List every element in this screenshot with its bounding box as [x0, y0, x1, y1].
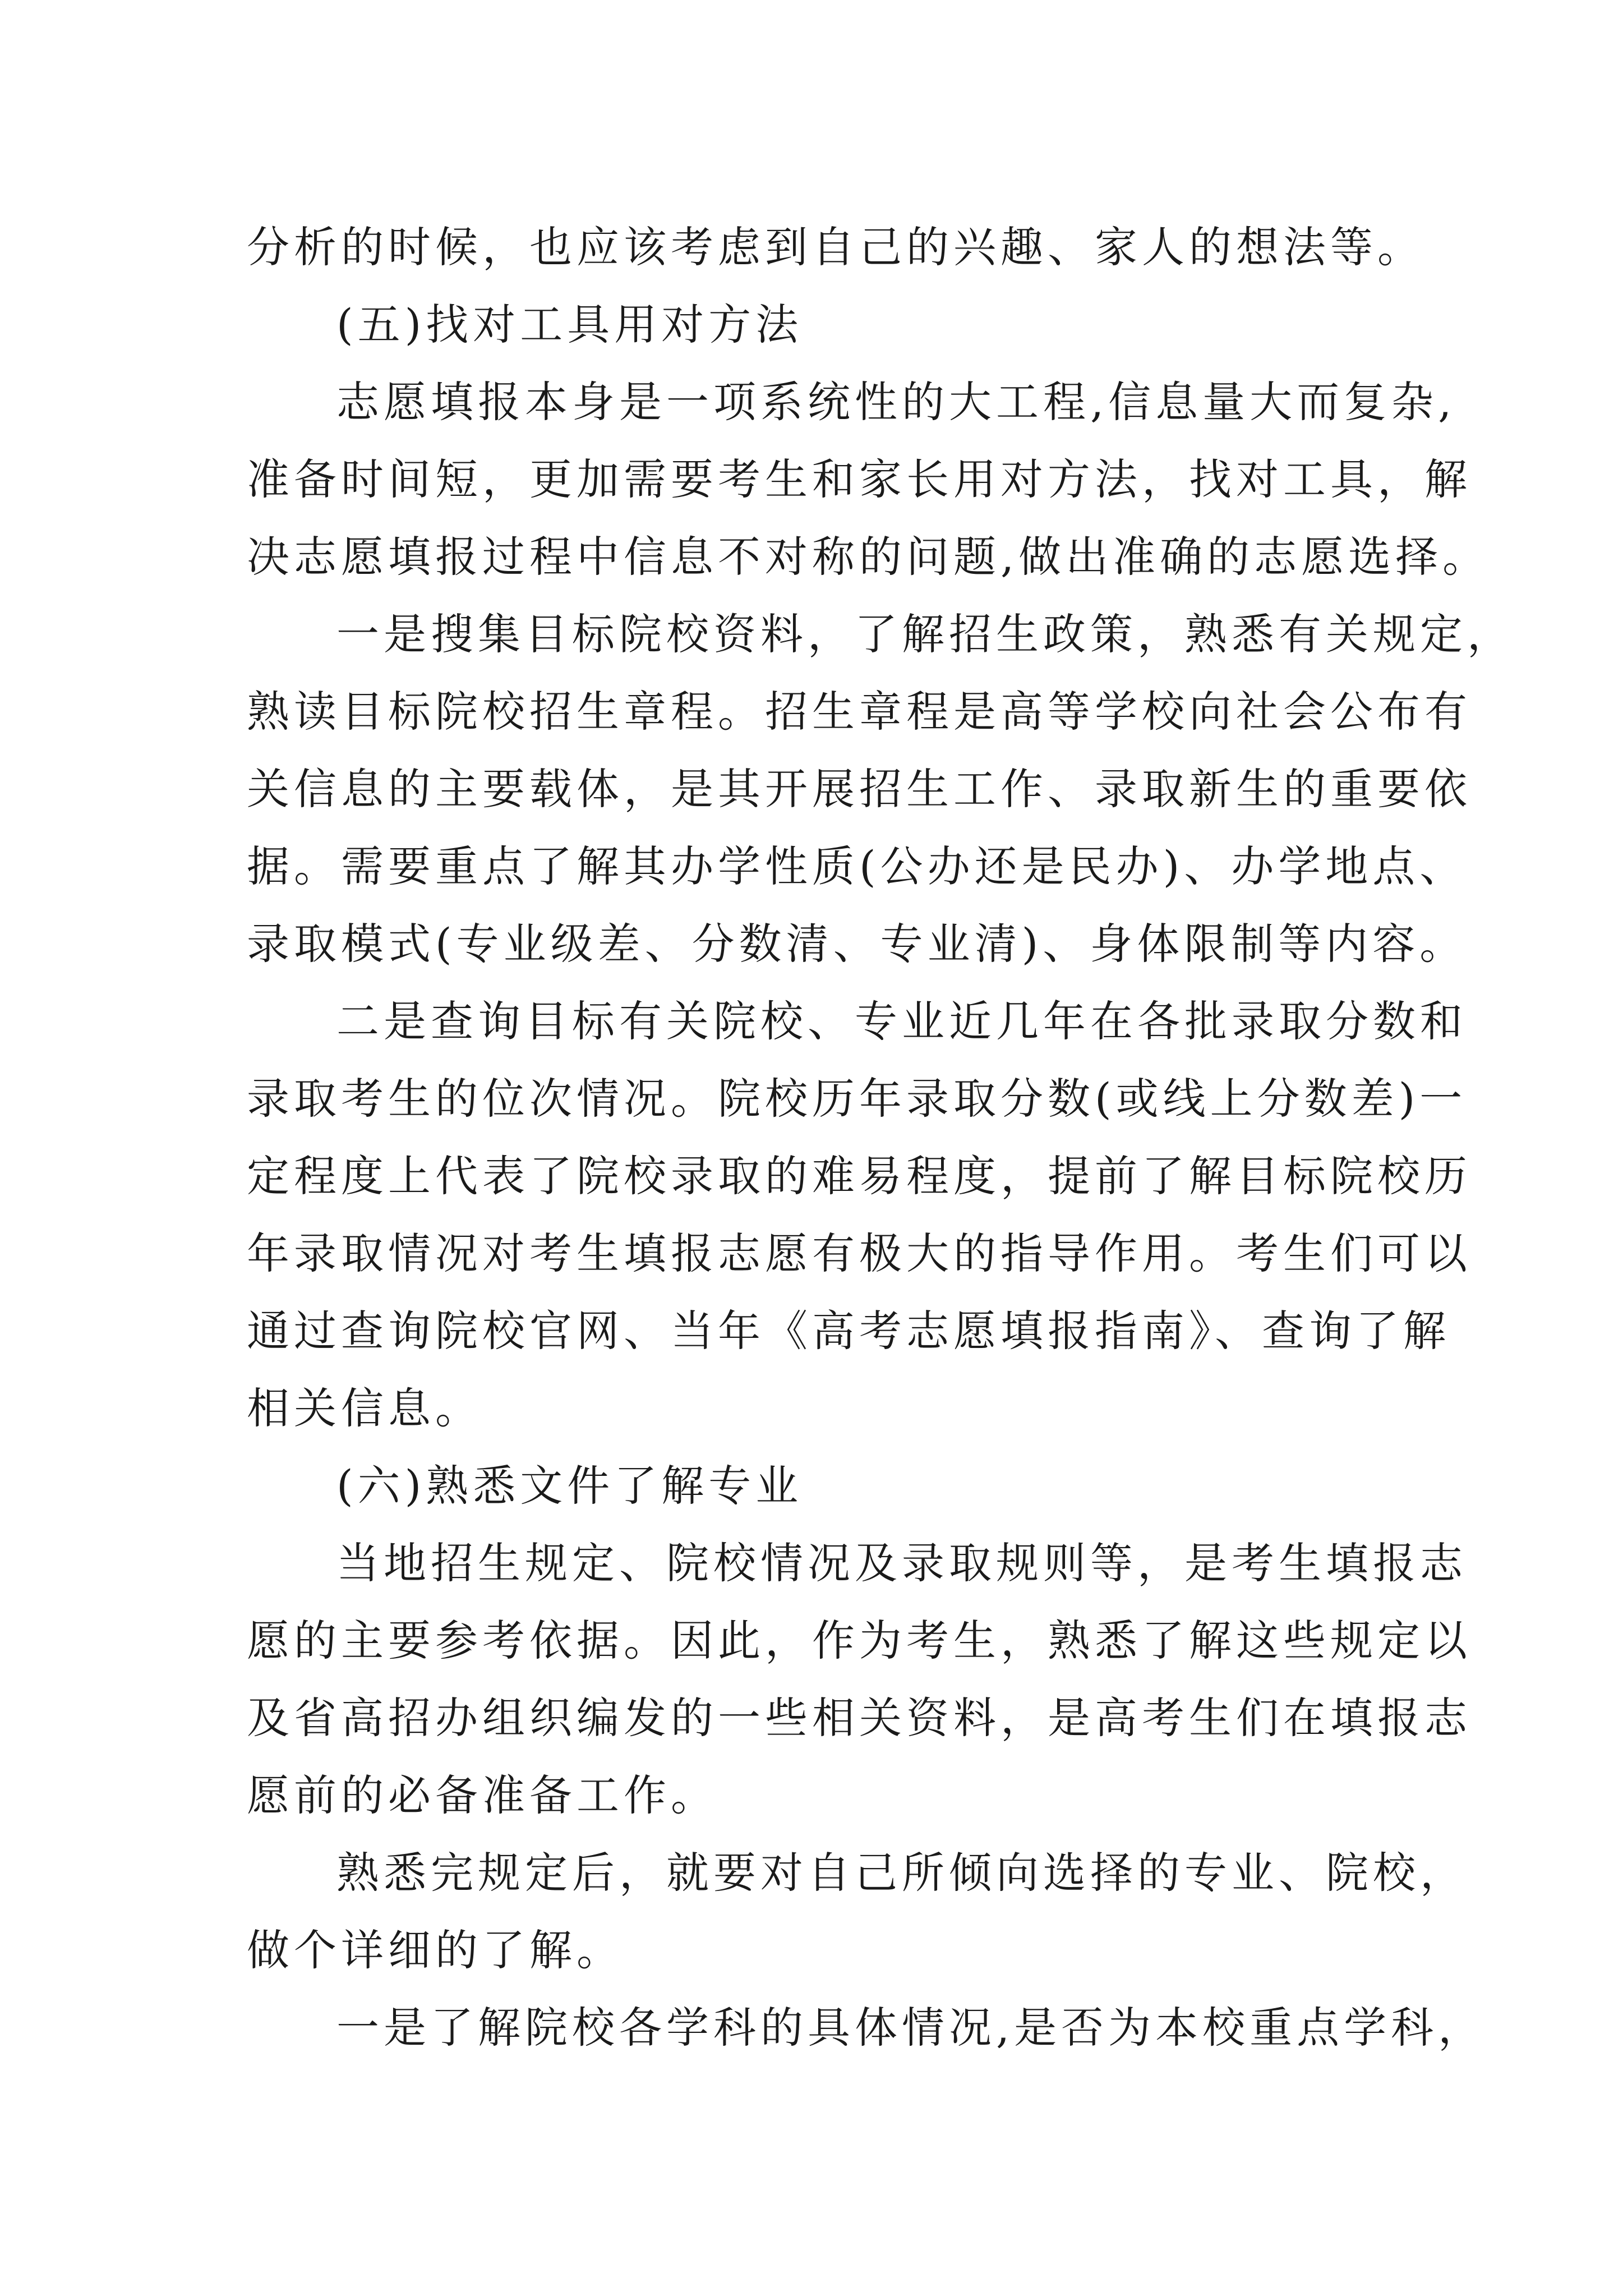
text-line: 据。需要重点了解其办学性质(公办还是民办)、办学地点、 [247, 841, 1467, 891]
text-line: 录取考生的位次情况。院校历年录取分数(或线上分数差)一 [247, 1074, 1467, 1124]
paragraph-start: 一是搜集目标院校资料，了解招生政策，熟悉有关规定， [336, 609, 1514, 659]
body-text [247, 209, 1514, 2067]
text-line: 愿的主要参考依据。因此，作为考生，熟悉了解这些规定以 [247, 1616, 1472, 1665]
text-line: 决志愿填报过程中信息不对称的问题,做出准确的志愿选择。 [247, 532, 1490, 582]
paragraph-start: 当地招生规定、院校情况及录取规则等，是考生填报志 [336, 1538, 1467, 1588]
text-line: 相关信息。 [247, 1383, 482, 1433]
text-line: 关信息的主要载体，是其开展招生工作、录取新生的重要依 [247, 764, 1472, 814]
text-line: 准备时间短，更加需要考生和家长用对方法，找对工具，解 [247, 454, 1472, 504]
paragraph-start: 熟悉完规定后，就要对自己所倾向选择的专业、院校， [336, 1848, 1467, 1898]
paragraph-start: 志愿填报本身是一项系统性的大工程,信息量大而复杂, [336, 377, 1456, 427]
paragraph-start: 二是查询目标有关院校、专业近几年在各批录取分数和 [336, 996, 1467, 1046]
text-line: 分析的时候，也应该考虑到自己的兴趣、家人的想法等。 [247, 222, 1424, 272]
text-line: 录取模式(专业级差、分数清、专业清)、身体限制等内容。 [247, 919, 1467, 969]
text-line: 熟读目标院校招生章程。招生章程是高等学校向社会公布有 [247, 687, 1472, 737]
text-line: 年录取情况对考生填报志愿有极大的指导作用。考生们可以 [247, 1228, 1472, 1278]
text-line: 及省高招办组织编发的一些相关资料，是高考生们在填报志 [247, 1693, 1472, 1743]
paragraph-start: 一是了解院校各学科的具体情况,是否为本校重点学科， [336, 2003, 1486, 2053]
text-line: 做个详细的了解。 [247, 1925, 624, 1975]
section-heading: (六)熟悉文件了解专业 [336, 1461, 803, 1511]
text-line: 愿前的必备准备工作。 [247, 1770, 718, 1820]
text-line: 通过查询院校官网、当年《高考志愿填报指南》、查询了解 [247, 1306, 1450, 1356]
section-heading: (五)找对工具用对方法 [336, 300, 803, 349]
text-line: 定程度上代表了院校录取的难易程度，提前了解目标院校历 [247, 1151, 1472, 1201]
